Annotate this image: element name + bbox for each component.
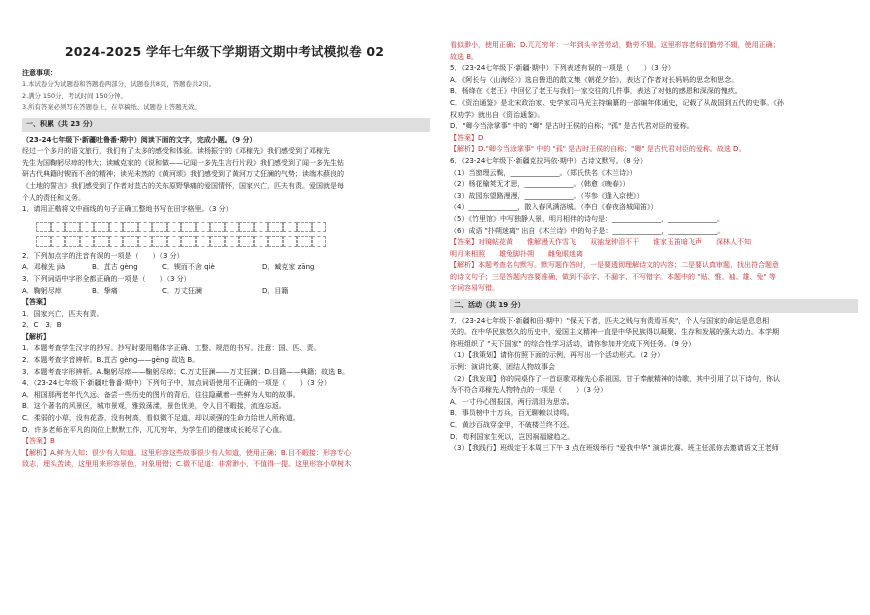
option: C．万丈狂澜 [162, 286, 202, 295]
passage-line: 《土地的誓言》我们感受到了作者对苴古的关东原野挚痛的爱国情怀，国家兴亡，匹夫有责。爱国就是每 [22, 181, 344, 190]
option: D．许多老师在平凡的岗位上默默工作，兀兀穷年，为学生们的健康成长耗尽了心血。 [22, 425, 287, 434]
q2-options [22, 262, 427, 274]
page-title: 2024-2025 学年七年级下学期语文期中考试模拟卷 02 [64, 44, 385, 59]
question-4: 4．（23-24七年级下·新疆吐鲁番·期中）下列句子中，加点词语使用不正确的一项是（ ）（3 分） [22, 379, 331, 388]
answer-label: 【答案】 [22, 298, 50, 307]
passage-line: 先生为国鞠躬尽瘁的伟大；读臧克家的《说和做——记闻一多先生言行片段》我们感受到了闻一多先生钻 [22, 158, 344, 167]
section2-line: 示例：演讲比赛，团结人物故事会 [450, 363, 555, 372]
option: A．邓稼先 jià [22, 263, 66, 272]
question-1: 1．请用正楷将文中画线的句子正确工整地书写在田字格里。（3 分） [22, 205, 233, 214]
answer-line: 【答案】对镜帖花黄 惟解漫天作雪飞 双袖龙钟泪不干 谁家玉笛暗飞声 深林人不知 [450, 238, 751, 247]
option: B．挚痛 [92, 286, 118, 295]
fill-item: （4）______________，散入春风满洛城。（李白《春夜洛城闻笛》） [450, 203, 658, 212]
notice-heading: 注意事项： [22, 68, 57, 77]
option: B．苴古 gèng [92, 263, 138, 272]
writing-grid[interactable] [36, 236, 427, 247]
option: C．锲而不舍 qiè [162, 263, 215, 272]
analysis-line: 故选 B。 [450, 52, 479, 61]
analysis-line: 的诗文句子；三是答题内容要准确，做到不添字、不漏字、不写错字。本题中的 "贴、惟、袖、雄、兔" 等 [450, 272, 776, 281]
section2-line: 7．（23-24七年级下·新疆和田·期中）"保天下者，匹夫之贱与有责焉耳矣"，个人与国家的命运是息息相 [450, 316, 770, 325]
option: A．《阿长与〈山海经〉》选自鲁迅的散文集《朝花夕拾》，表达了作者对长妈妈的思念和思念。 [450, 75, 739, 84]
option: C．《资治通鉴》是北宋政治家、史学家司马光主持编纂的一部编年体通史，记载了从战国到五代的史事。《孙 [450, 98, 784, 107]
analysis-line: 1．本题考查学生汉字的抄写。抄写时要用楷体字正确、工整、规范的书写。注意：国、匹、责。 [22, 344, 321, 353]
option: D．"卿今当涂掌事" 中的 "卿" 是古时王侯的自称；"孤" 是古代君对臣的爱称。 [450, 122, 694, 131]
passage-line: 研古代典籍时锲而不舍的精神；读光未然的《黄河颂》我们感受到了黄河万丈狂澜的气势；读端木蕻良的 [22, 170, 344, 179]
passage-line: 经过一个多月的语文旅行，我们有了太多的感受和体验。读杨振宁的《邓稼先》我们感受到了邓稼先 [22, 147, 330, 156]
fill-item: （3）故园东望路漫漫，______________。（岑参《逢入京使》） [450, 191, 644, 200]
right-column [450, 40, 855, 455]
analysis-line: 致志，埋头苦读，这里用来形容景色，对象用错；C.微不足道：非常渺小，不值得一提。这里形容小草树木 [22, 460, 352, 469]
analysis-label: 【解析】 [22, 332, 50, 341]
q3-options [22, 286, 427, 298]
option: A．鞠躬尽瘁 [22, 286, 62, 295]
analysis-line: 字词容易写错。 [450, 284, 499, 293]
option: A．相国那两老年代久远、备尝一些历史的图片的背后，往往隐藏着一些鲜为人知的故事。 [22, 390, 300, 399]
section2-line: 你班组织了 "天下国家" 的综合性学习活动，请你参加并完成下列任务。（9 分） [450, 339, 696, 348]
fill-item: （5）《竹里馆》中写独静人景，明月相伴的诗句是：______________，______________。 [450, 214, 724, 223]
answer-line: 【答案】B [22, 437, 55, 446]
section2-line: 关的。在中华民族悠久的历史中，爱国主义精神一直是中华民族得以凝聚、生存和发展的强大动力。本学期 [450, 328, 779, 337]
option: B．这个著名的风景区，城市景观，雅致荡漾，景色优美，令人目不暇接，流连忘返。 [22, 402, 286, 411]
section2-line: （2）【我发现】你的同桌作了一首讴歌邓稼先心系祖国、甘于奉献精神的诗歌，其中引用了以下诗句，你认 [450, 374, 780, 383]
question-6: 6．（23-24七年级下·新疆克拉玛依·期中）古诗文默写。（8 分） [450, 156, 647, 165]
left-column [22, 0, 427, 471]
section2-line: （1）【我策划】请你仿照下面的示例，再写出一个活动形式。（2 分） [450, 351, 665, 360]
section2-line: （3）【我践行】班级定于本周三下午 3 点在班级举行 "爱我中华" 演讲比赛。班主任派你去邀请语文王老师 [450, 444, 779, 453]
option: D．臧克家 zāng [262, 263, 315, 272]
answer-line: 明月来相照 雄兔脚扑朔 雌兔眼迷离 [450, 249, 583, 258]
option: C．黄沙百战穿金甲，不破楼兰终不还。 [450, 421, 574, 429]
option: D．目籍 [262, 286, 289, 295]
analysis-line: 【解析】A.鲜为人知：很少有人知道。这里形容这些故事很少有人知道，使用正确；B.目不暇接：形容专心 [22, 448, 351, 457]
section-heading: 一、积累（共 23 分） [22, 118, 430, 132]
passage-source: （23-24七年级下·新疆吐鲁番·期中）阅读下面的文字，完成小题。（9 分） [22, 135, 257, 144]
option: C．柔弱的小草，没有花香，没有树高，看似微不足道，却以顽强的生命力给世人所称道。 [22, 414, 300, 423]
answer-line: 【答案】D [450, 133, 484, 142]
fill-item: （6）成语 "扑朔迷离" 出自《木兰诗》中的句子是：______________，______________。 [450, 226, 725, 235]
question-5: 5．（23-24七年级下·新疆·期中）下列表述有误的一项是（ ）（3 分） [450, 64, 675, 73]
notice-item: 3.所有答案必须写在答题卷上，在草稿纸、试题卷上答题无效。 [22, 103, 201, 112]
section-heading: 二、活动（共 19 分） [450, 299, 858, 313]
fill-item: （2）杨花榆荚无才思，______________。（韩愈《晚春》） [450, 180, 630, 189]
option: A．一寸丹心图报国，两行清泪为思亲。 [450, 397, 574, 406]
notice-item: 2.满分 150分，考试时间 150分钟。 [22, 91, 127, 100]
analysis-line: 【解析】本题考查名句默写。默写题作答时，一是要透彻理解诗文的内容；二是要认真审题，找出符合题意 [450, 261, 779, 270]
fill-item: （1）当窗理云鬓，______________。（郑氏佚名《木兰诗》） [450, 168, 637, 177]
question-2: 2．下列加点字的注音有误的一项是（ ）（3 分） [22, 251, 184, 260]
answer-line: 2．C 3．B [22, 321, 62, 330]
section2-line: 为不符合邓稼先人物特点的一项是（ ）（3 分） [450, 386, 608, 395]
writing-grid[interactable] [36, 222, 427, 233]
analysis-line: 2．本题考查字音辨析。B.苴古 gèng——gèng 故选 B。 [22, 356, 200, 365]
answer-line: 1．国家兴亡，匹夫有责。 [22, 309, 104, 318]
analysis-line: 3．本题考查字形辨析。A.鞠躬尽瘁——鞠躬尽瘁；C.万丈狂澜——万丈狂澜；D.目籍——典籍；故选 B。 [22, 367, 350, 376]
passage-line: 个人的责任和义务。 [22, 193, 85, 202]
notice-item: 1.本试卷分为试题卷和答题卷两部分，试题卷共8页，答题卷共2页。 [22, 80, 216, 89]
question-3: 3．下列词语中字形全都正确的一项是（ ）（3 分） [22, 274, 191, 283]
option: D．苟利国家生死以，岂因祸福避趋之。 [450, 432, 575, 441]
option: B．杨绛在《老王》中回忆了老王与我们一家交往的几件事，表达了对他的感恩和深深的愧疚。 [450, 87, 742, 96]
analysis-line: 【解析】D."卿今当涂掌事" 中的 "孤" 是古时王侯的自称；"卿" 是古代君对臣的爱称。故选 D。 [450, 145, 746, 154]
option: B．事员榜中十万兵，百无聊赖以诗鸣。 [450, 409, 574, 418]
analysis-line: 看似渺小，使用正确；D.兀兀穷年：一年到头辛苦劳动，勤劳不辍。这里形容老师们勤劳不辍，使用正确； [450, 41, 780, 49]
option: 权劝学》就出自《资治通鉴》。 [450, 110, 545, 119]
